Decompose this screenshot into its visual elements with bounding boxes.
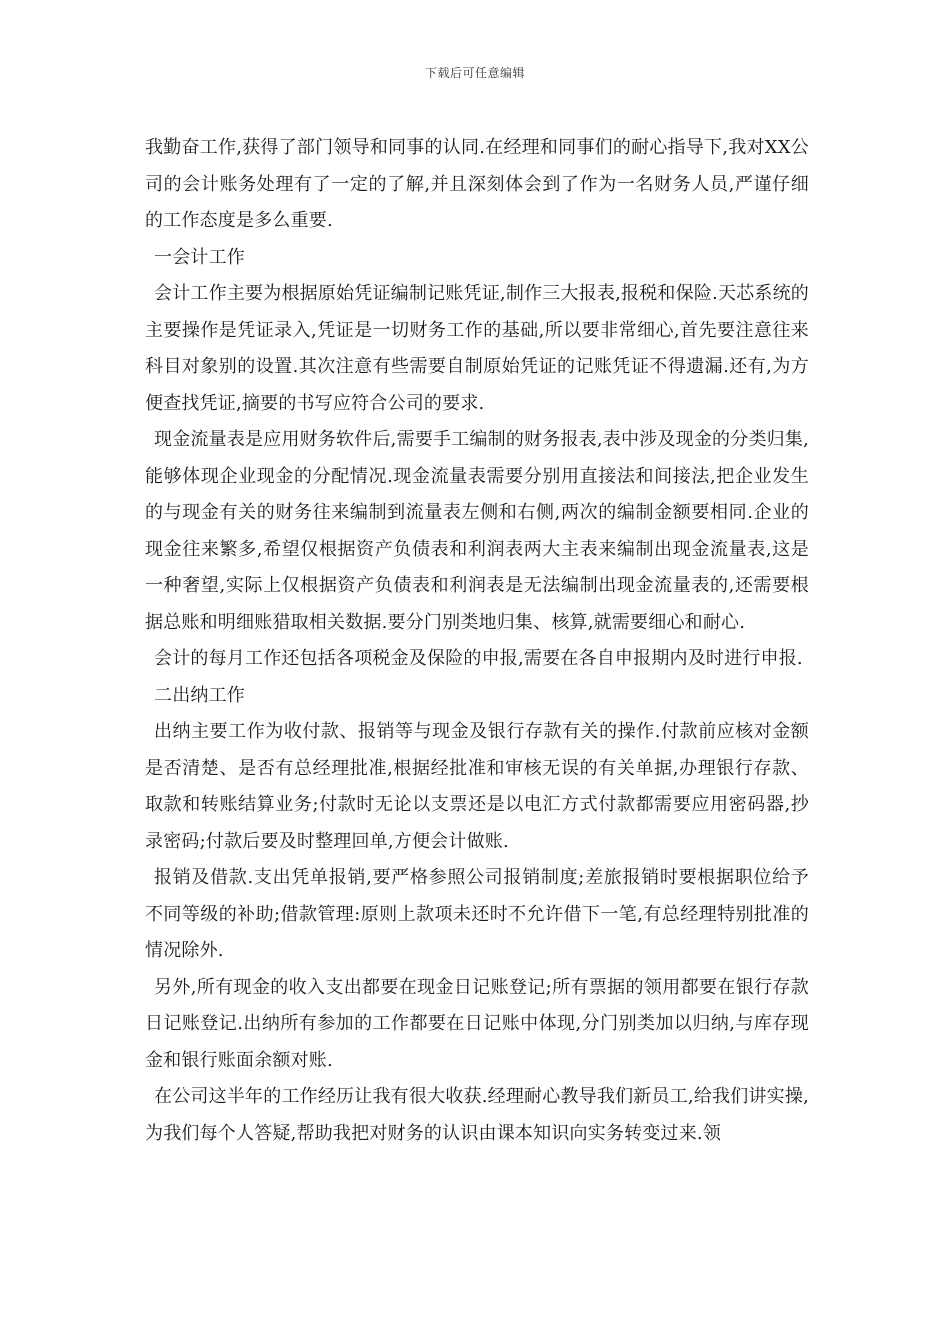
- section-heading-cashier: 二出纳工作: [154, 684, 245, 706]
- paragraph-intro: 我勤奋工作,获得了部门领导和同事的认同.在经理和同事们的耐心指导下,我对XX公司的会计账务处理有了一定的了解,并且深刻体会到了作为一名财务人员,严谨仔细的工作态度是多么重要.: [145, 137, 809, 231]
- paragraph-cashier-work: 出纳主要工作为收付款、报销等与现金及银行存款有关的操作.付款前应核对金额是否清楚、是否有总经理批准,根据经批准和审核无误的有关单据,办理银行存款、取款和转账结算业务;付款时无论以支票还是以电汇方式付款都需要应用密码器,抄录密码;付款后要及时整理回单,方便会计做账.: [145, 721, 809, 852]
- paragraph-journal: 另外,所有现金的收入支出都要在现金日记账登记;所有票据的领用都要在银行存款日记账登记.出纳所有参加的工作都要在日记账中体现,分门别类加以归纳,与库存现金和银行账面余额对账.: [145, 976, 809, 1071]
- paragraph-accounting-work: 会计工作主要为根据原始凭证编制记账凭证,制作三大报表,报税和保险.天芯系统的主要操作是凭证录入,凭证是一切财务工作的基础,所以要非常细心,首先要注意往来科目对象别的设置.其次注意有些需要自制原始凭证的记账凭证不得遗漏.还有,为方便查找凭证,摘要的书写应符合公司的要求.: [145, 283, 809, 414]
- paragraph-reflection: 在公司这半年的工作经历让我有很大收获.经理耐心教导我们新员工,给我们讲实操,为我们每个人答疑,帮助我把对财务的认识由课本知识向实务转变过来.领: [145, 1086, 809, 1144]
- paragraph-reimbursement: 报销及借款.支出凭单报销,要严格参照公司报销制度;差旅报销时要根据职位给予不同等级的补助;借款管理:原则上款项未还时不允许借下一笔,有总经理特别批准的情况除外.: [145, 867, 809, 961]
- page-header: 下载后可任意编辑: [424, 66, 525, 80]
- section-heading-accounting: 一会计工作: [154, 246, 245, 268]
- paragraph-monthly-tax: 会计的每月工作还包括各项税金及保险的申报,需要在各自申报期内及时进行申报.: [154, 648, 803, 669]
- document-body: [145, 130, 809, 1152]
- paragraph-cash-flow: 现金流量表是应用财务软件后,需要手工编制的财务报表,表中涉及现金的分类归集,能够体现企业现金的分配情况.现金流量表需要分别用直接法和间接法,把企业发生的与现金有关的财务往来编制到流量表左侧和右侧,两次的编制金额要相同.企业的现金往来繁多,希望仅根据资产负债表和利润表两大主表来编制出现金流量表,这是一种奢望,实际上仅根据资产负债表和利润表是无法编制出现金流量表的,还需要根据总账和明细账猎取相关数据.要分门别类地归集、核算,就需要细心和耐心.: [145, 429, 809, 633]
